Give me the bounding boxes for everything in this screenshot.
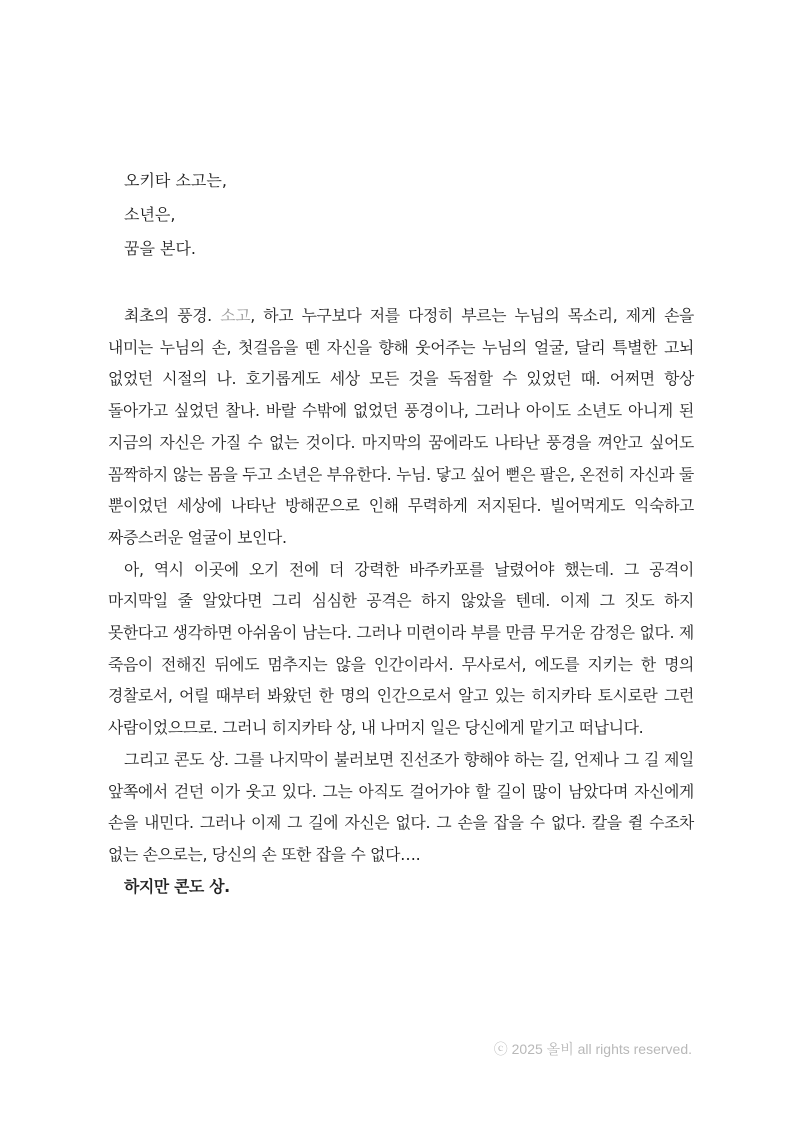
body-text: [108, 300, 694, 902]
paragraph-1-rest: , 하고 누구보다 저를 다정히 부르는 누님의 목소리, 제게 손을 내미는 누님의 손, 첫걸음을 뗀 자신을 향해 웃어주는 누님의 얼굴, 달리 특별한 고뇌 없었던 시절의 나. 호기롭게도 세상 모든 것을 독점할 수 있었던 때. 어쩌면 항상 돌아가고 싶었던 찰나. 바랄 수밖에 없었던 풍경이나, 그러나 아이도 소년도 아니게 된 지금의 자신은 가질 수 없는 것이다. 마지막의 꿈에라도 나타난 풍경을 껴안고 싶어도 꼼짝하지 않는 몸을 두고 소년은 부유한다. 누님. 닿고 싶어 뻗은 팔은, 온전히 자신과 둘 뿐이었던 세상에 나타난 방해꾼으로 인해 무력하게 저지된다. 빌어먹게도 익숙하고 짜증스러운 얼굴이 보인다.: [108, 306, 694, 547]
intro-line-1: 오키타 소고는,: [124, 171, 227, 190]
closing-line: 하지만 콘도 상.: [124, 876, 230, 896]
intro-line-2: 소년은,: [124, 205, 176, 224]
intro-line-3: 꿈을 본다.: [124, 239, 196, 258]
highlighted-name: 소고: [220, 306, 251, 325]
intro-lines: [124, 164, 227, 266]
paragraph-1: [108, 300, 694, 554]
paragraph-2: 아, 역시 이곳에 오기 전에 더 강력한 바주카포를 날렸어야 했는데. 그 공격이 마지막일 줄 알았다면 그리 심심한 공격은 하지 않았을 텐데. 이제 그 짓도 하지 못한다고 생각하면 아쉬움이 남는다. 그러나 미련이라 부를 만큼 무거운 감정은 없다. 제 죽음이 전해진 뒤에도 멈추지는 않을 인간이라서. 무사로서, 에도를 지키는 한 명의 경찰로서, 어릴 때부터 봐왔던 한 명의 인간으로서 알고 있는 히지카타 토시로란 그런 사람이었으므로. 그러니 히지카타 상, 내 나머지 일은 당신에게 맡기고 떠납니다.: [108, 559, 694, 738]
paragraph-3: 그리고 콘도 상. 그를 나지막이 불러보면 진선조가 향해야 하는 길, 언제나 그 길 제일 앞쪽에서 걷던 이가 웃고 있다. 그는 아직도 걸어가야 할 길이 많이 남았다며 자신에게 손을 내민다. 그러나 이제 그 길에 자신은 없다. 그 손을 잡을 수 없다. 칼을 쥘 수조차 없는 손으로는, 당신의 손 또한 잡을 수 없다….: [108, 749, 694, 864]
paragraph-1-start: 최초의 풍경.: [124, 306, 221, 325]
copyright-notice: ⓒ 2025 올비 all rights reserved.: [493, 1041, 692, 1057]
